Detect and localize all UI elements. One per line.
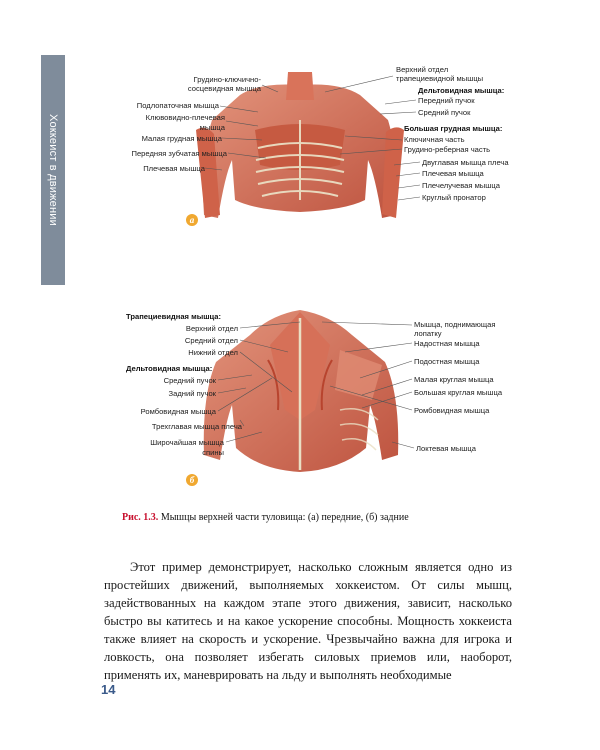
label-a-right-6: Ключичная часть xyxy=(404,135,465,144)
label-a-right-9: Плечевая мышца xyxy=(422,169,484,178)
side-tab-label: Хоккеист в движении xyxy=(47,114,60,226)
label-a-left-4: мышца xyxy=(199,123,225,132)
label-b-right-3: Подостная мышца xyxy=(414,357,480,366)
label-b-left-8: Трехглавая мышца плеча xyxy=(151,422,242,431)
label-a-left-7: Плечевая мышца xyxy=(143,164,205,173)
label-a-right-3: Передний пучок xyxy=(418,96,475,105)
label-b-right-1: лопатку xyxy=(414,329,442,338)
label-a-right-4: Средний пучок xyxy=(418,108,471,117)
figure-a-badge: а xyxy=(186,214,198,226)
label-b-left-10: спины xyxy=(202,448,224,457)
label-a-right-2: Дельтовидная мышца: xyxy=(418,86,505,95)
body-text xyxy=(104,558,512,684)
label-b-right-7: Локтевая мышца xyxy=(416,444,476,453)
label-b-left-2: Средний отдел xyxy=(184,336,238,345)
label-b-left-4: Дельтовидная мышца: xyxy=(126,364,213,373)
label-b-left-7: Ромбовидная мышца xyxy=(140,407,216,416)
label-b-left-5: Средний пучок xyxy=(163,376,216,385)
label-b-left-0: Трапециевидная мышца: xyxy=(126,312,222,321)
figure-b-badge: б xyxy=(186,474,198,486)
label-a-left-0: Грудино-ключично- xyxy=(193,75,261,84)
label-a-right-1: трапециевидной мышцы xyxy=(396,74,484,83)
label-b-right-0: Мышца, поднимающая xyxy=(414,320,496,329)
label-b-left-1: Верхний отдел xyxy=(185,324,238,333)
figure-caption-text: Мышцы верхней части туловища: (а) передние, (б) задние xyxy=(158,512,409,523)
label-a-left-2: Подлопаточная мышца xyxy=(136,101,219,110)
label-a-left-6: Передняя зубчатая мышца xyxy=(131,149,227,158)
label-a-right-0: Верхний отдел xyxy=(396,65,449,74)
anterior-torso-illustration-icon xyxy=(193,72,404,218)
label-a-left-3: Клювовидно-плечевая xyxy=(145,113,225,122)
label-b-left-9: Широчайшая мышца xyxy=(150,438,224,447)
page-number: 14 xyxy=(101,682,116,697)
body-paragraph: Этот пример демонстрирует, насколько сложным является одно из простейших движений, выполняемых хоккеистом. От силы мышц, задействованных на каждом этапе этого движения, зависит, насколько быстро вы катитесь и на какое ускорение способны. Мощность хоккеиста также влияет на скорость и ускорение. Чрезвычайно важна для игрока и ловкость, она позволяет избегать силовых приемов или, наоборот, применять их, маневрировать на льду и выполнять необходимые xyxy=(104,560,512,682)
label-a-left-1: сосцевидная мышца xyxy=(187,84,261,93)
label-b-right-4: Малая круглая мышца xyxy=(414,375,494,384)
posterior-torso-illustration-icon xyxy=(204,310,398,472)
label-a-right-10: Плечелучевая мышца xyxy=(422,181,500,190)
label-a-right-8: Двуглавая мышца плеча xyxy=(422,158,509,167)
label-a-left-5: Малая грудная мышца xyxy=(141,134,222,143)
label-b-left-3: Нижний отдел xyxy=(188,348,238,357)
label-b-right-6: Ромбовидная мышца xyxy=(414,406,490,415)
label-b-left-6: Задний пучок xyxy=(168,389,216,398)
label-b-right-2: Надостная мышца xyxy=(414,339,480,348)
label-b-right-5: Большая круглая мышца xyxy=(414,388,503,397)
label-a-right-11: Круглый пронатор xyxy=(422,193,486,202)
label-a-right-7: Грудино-реберная часть xyxy=(404,145,491,154)
label-a-right-5: Большая грудная мышца: xyxy=(404,124,503,133)
figure-ref: Рис. 1.3. xyxy=(122,512,159,523)
figure-caption xyxy=(122,512,409,523)
